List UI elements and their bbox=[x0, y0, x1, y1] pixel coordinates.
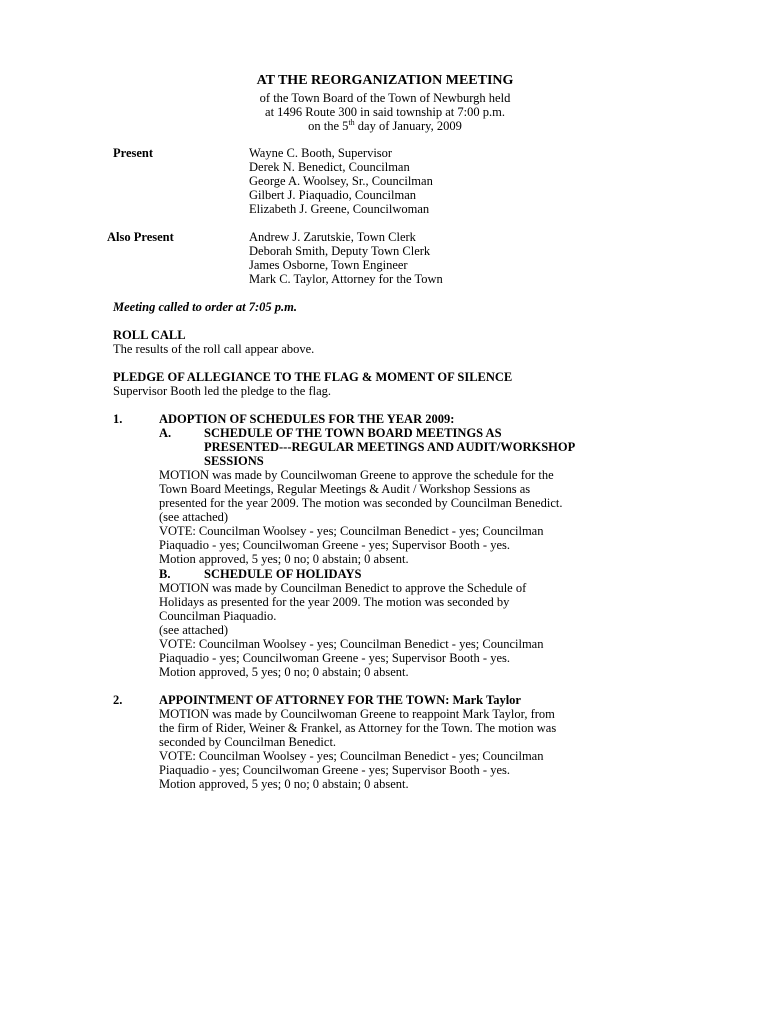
called-to-order: Meeting called to order at 7:05 p.m. bbox=[113, 300, 298, 314]
item-2-body-line: seconded by Councilman Benedict. bbox=[159, 735, 337, 749]
item-1a-body-line: MOTION was made by Councilwoman Greene to approve the schedule for the bbox=[159, 468, 554, 482]
item-1a-body-line: VOTE: Councilman Woolsey - yes; Councilman Benedict - yes; Councilman bbox=[159, 524, 544, 538]
item-2-body-line: Motion approved, 5 yes; 0 no; 0 abstain; 0 absent. bbox=[159, 777, 409, 791]
present-name: Derek N. Benedict, Councilman bbox=[249, 160, 410, 174]
header-line-3-sup: th bbox=[348, 117, 355, 127]
item-2-number: 2. bbox=[113, 693, 123, 707]
item-1a-heading-line: SESSIONS bbox=[204, 454, 264, 468]
also-present-name: Mark C. Taylor, Attorney for the Town bbox=[249, 272, 443, 286]
header-line-3-post: day of January, 2009 bbox=[354, 119, 462, 133]
item-1a-heading bbox=[204, 426, 575, 468]
item-2-body-line: MOTION was made by Councilwoman Greene to reappoint Mark Taylor, from bbox=[159, 707, 555, 721]
header-line-3-pre: on the 5 bbox=[308, 119, 349, 133]
item-1a-heading-line: PRESENTED---REGULAR MEETINGS AND AUDIT/WORKSHOP bbox=[204, 440, 576, 454]
present-name: Wayne C. Booth, Supervisor bbox=[249, 146, 393, 160]
item-1a-body-line: (see attached) bbox=[159, 510, 229, 524]
item-2-body-line: VOTE: Councilman Woolsey - yes; Councilman Benedict - yes; Councilman bbox=[159, 749, 544, 763]
roll-call-heading: ROLL CALL bbox=[113, 328, 186, 342]
also-present-name: Deborah Smith, Deputy Town Clerk bbox=[249, 244, 431, 258]
item-1b-body-line: (see attached) bbox=[159, 623, 229, 637]
header-line-3 bbox=[0, 119, 770, 133]
item-1b-body-line: Motion approved, 5 yes; 0 no; 0 abstain; 0 absent. bbox=[159, 665, 409, 679]
item-1a-heading-line: SCHEDULE OF THE TOWN BOARD MEETINGS AS bbox=[204, 426, 502, 440]
item-1-number: 1. bbox=[113, 412, 123, 426]
item-1b-body bbox=[159, 581, 543, 679]
item-2-body-line: the firm of Rider, Weiner & Frankel, as Attorney for the Town. The motion was bbox=[159, 721, 557, 735]
present-list bbox=[249, 146, 433, 216]
header-line-2: at 1496 Route 300 in said township at 7:00 p.m. bbox=[265, 105, 505, 119]
roll-call-text: The results of the roll call appear above. bbox=[113, 342, 315, 356]
present-name: Gilbert J. Piaquadio, Councilman bbox=[249, 188, 416, 202]
also-present-name: James Osborne, Town Engineer bbox=[249, 258, 408, 272]
item-2-heading: APPOINTMENT OF ATTORNEY FOR THE TOWN: Mark Taylor bbox=[159, 693, 521, 707]
also-present-name: Andrew J. Zarutskie, Town Clerk bbox=[249, 230, 416, 244]
item-1a-body-line: Town Board Meetings, Regular Meetings & Audit / Workshop Sessions as bbox=[159, 482, 531, 496]
item-2-body bbox=[159, 707, 556, 791]
item-1b-body-line: MOTION was made by Councilman Benedict to approve the Schedule of bbox=[159, 581, 527, 595]
item-1b-body-line: VOTE: Councilman Woolsey - yes; Councilman Benedict - yes; Councilman bbox=[159, 637, 544, 651]
also-present-list bbox=[249, 230, 443, 286]
item-1a-body bbox=[159, 468, 562, 566]
item-1b-letter: B. bbox=[159, 567, 171, 581]
item-1a-body-line: Piaquadio - yes; Councilwoman Greene - yes; Supervisor Booth - yes. bbox=[159, 538, 510, 552]
item-2-body-line: Piaquadio - yes; Councilwoman Greene - yes; Supervisor Booth - yes. bbox=[159, 763, 510, 777]
document-title: AT THE REORGANIZATION MEETING bbox=[256, 73, 514, 88]
present-label: Present bbox=[113, 146, 154, 160]
present-name: Elizabeth J. Greene, Councilwoman bbox=[249, 202, 430, 216]
item-1b-heading: SCHEDULE OF HOLIDAYS bbox=[204, 567, 362, 581]
item-1b-body-line: Holidays as presented for the year 2009. The motion was seconded by bbox=[159, 595, 510, 609]
item-1a-body-line: Motion approved, 5 yes; 0 no; 0 abstain; 0 absent. bbox=[159, 552, 409, 566]
item-1b-body-line: Councilman Piaquadio. bbox=[159, 609, 277, 623]
pledge-text: Supervisor Booth led the pledge to the flag. bbox=[113, 384, 332, 398]
item-1a-body-line: presented for the year 2009. The motion was seconded by Councilman Benedict. bbox=[159, 496, 563, 510]
item-1-heading: ADOPTION OF SCHEDULES FOR THE YEAR 2009: bbox=[159, 412, 455, 426]
pledge-heading: PLEDGE OF ALLEGIANCE TO THE FLAG & MOMENT OF SILENCE bbox=[113, 370, 513, 384]
header-line-1: of the Town Board of the Town of Newburgh held bbox=[259, 91, 511, 105]
item-1b-body-line: Piaquadio - yes; Councilwoman Greene - yes; Supervisor Booth - yes. bbox=[159, 651, 510, 665]
item-1a-letter: A. bbox=[159, 426, 172, 440]
also-present-label: Also Present bbox=[107, 230, 174, 244]
present-name: George A. Woolsey, Sr., Councilman bbox=[249, 174, 433, 188]
